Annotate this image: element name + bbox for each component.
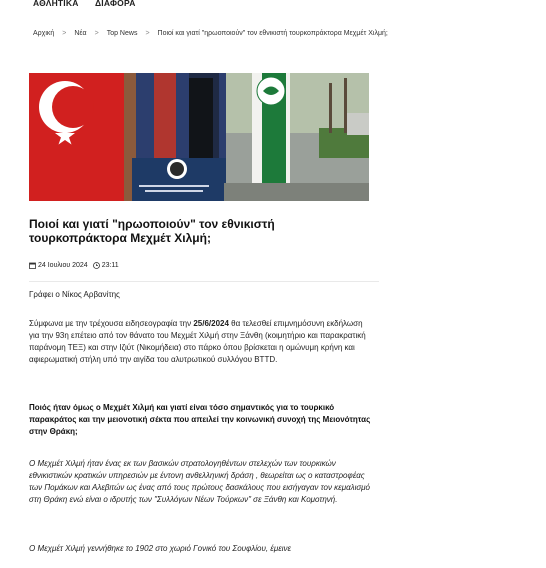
article-hero-image	[29, 73, 369, 201]
article-time: 23:11	[101, 262, 119, 269]
paragraph-1-rest: θα τελεσθεί επιμνημόσυνη εκδήλωση για την 93η επέτειο από τον θάνατο του Μεχμέτ Χιλμή στην Ξάνθη (κοιμητήριο και παρακρατική παράνομη ΤΕΞ) και στην Ιζιύτ (Νικομήδεια) στο πάρκο όπου βρίσκεται η ομώνυμη κρήνη και αφιερωματική στήλη υπό την αιγίδα του αλυτρωτικού συλλόγου BTTD.	[29, 319, 366, 364]
article-paragraph-1	[29, 318, 374, 366]
breadcrumb-separator: >	[145, 30, 150, 37]
article-title: Ποιοί και γιατί "ηρωοποιούν" τον εθνικιστή τουρκοπράκτορα Μεχμέτ Χιλμή;	[29, 217, 275, 245]
breadcrumb-current: Ποιοί και γιατί "ηρωοποιούν" τον εθνικιστή τουρκοπράκτορα Μεχμέτ Χιλμή;	[157, 30, 388, 37]
event-date: 25/6/2024	[193, 319, 229, 328]
breadcrumb-home[interactable]: Αρχική	[33, 30, 55, 37]
nav-item-athletics[interactable]: ΑΘΛΗΤΙΚΑ	[33, 0, 79, 8]
breadcrumb-news[interactable]: Νέα	[74, 30, 87, 37]
breadcrumb-top-news[interactable]: Top News	[106, 30, 138, 37]
article-meta	[29, 262, 119, 269]
nav-item-misc[interactable]: ΔΙΑΦΟΡΑ	[95, 0, 136, 8]
breadcrumb	[33, 30, 388, 37]
article-paragraph-3: Ο Μεχμέτ Χιλμή ήταν ένας εκ των βασικών στρατολογηθέντων στελεχών των τουρκικών εθνικιστικών κρατικών υπηρεσιών με έντονη ανθελληνική δράση , θεωρείται ως ο καταστροφέας των Πομάκων και Αλεβιτών ως ένας από τους πρώτους δασκάλους που εισήγαγαν τον κεμαλισμό στη Θράκη ενώ είναι ο ιδρυτής των "Συλλόγων Νέων Τούρκων" σε Ξάνθη και Κομοτηνή.	[29, 459, 371, 504]
breadcrumb-separator: >	[94, 30, 99, 37]
article-paragraph-4: Ο Μεχμέτ Χιλμή γεννήθηκε το 1902 στο χωριό Γονικό του Σουφλίου, έμεινε	[29, 544, 292, 553]
top-navigation	[0, 0, 546, 10]
article-date: 24 Ιουλιου 2024	[38, 262, 88, 269]
breadcrumb-separator: >	[62, 30, 67, 37]
article-author: Γράφει ο Νίκος Αρβανίτης	[29, 290, 120, 299]
clock-icon	[93, 262, 100, 269]
calendar-icon	[29, 262, 36, 269]
article-divider	[29, 281, 379, 282]
paragraph-1-start: Σύμφωνα με την τρέχουσα ειδησεογραφία την	[29, 319, 194, 328]
article-paragraph-2: Ποιός ήταν όμως ο Μεχμέτ Χιλμή και γιατί είναι τόσο σημαντικός για το τουρκικό παρακράτος και την μειονοτική σέκτα που απειλεί την κοινωνική συνοχή της Μειονότητας στην Θράκη;	[29, 403, 371, 436]
